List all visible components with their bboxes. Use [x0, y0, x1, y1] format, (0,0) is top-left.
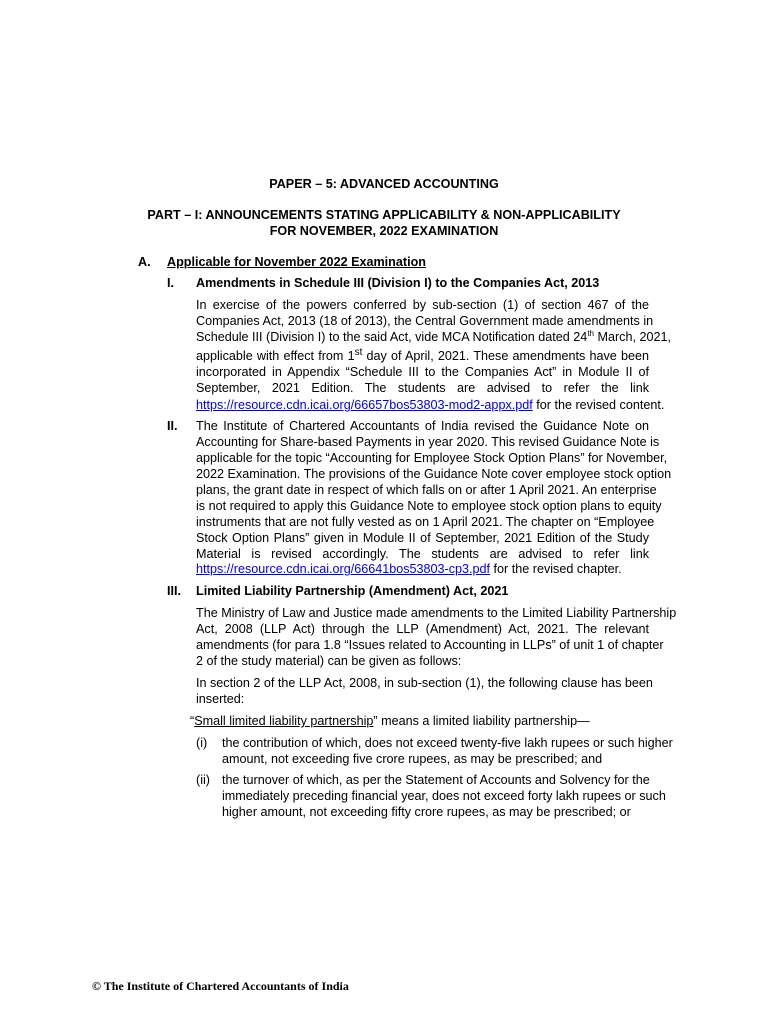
- item-3-text-line: 2 of the study material) can be given as follows:: [196, 654, 462, 668]
- item-3-text-line: inserted:: [196, 692, 245, 706]
- item-1-text-line: Schedule III (Division I) to the said Act, vide MCA Notification dated 24th March, 2021,: [196, 328, 671, 344]
- item-3-text-line: In section 2 of the LLP Act, 2008, in sub-section (1), the following clause has been: [196, 676, 653, 690]
- item-2-text-line: The Institute of Chartered Accountants of India revised the Guidance Note on: [196, 419, 649, 433]
- item-1-text-line: incorporated in Appendix “Schedule III to the Companies Act” in Module II of: [196, 365, 649, 379]
- item-2-text-line: 2022 Examination. The provisions of the Guidance Note cover employee stock option: [196, 467, 672, 481]
- appendix-link[interactable]: https://resource.cdn.icai.org/66657bos53803-mod2-appx.pdf: [196, 398, 533, 412]
- item-1-text-line: https://resource.cdn.icai.org/66657bos53803-mod2-appx.pdf for the revised content.: [196, 398, 665, 412]
- section-a-marker: A.: [138, 255, 151, 269]
- defined-term: Small limited liability partnership: [194, 714, 374, 728]
- item-2-text-line: applicable for the topic “Accounting for Employee Stock Option Plans” for November,: [196, 451, 668, 465]
- item-3-text-line: The Ministry of Law and Justice made amendments to the Limited Liability Partnership: [196, 606, 677, 620]
- item-1-text-line: September, 2021 Edition. The students are advised to refer the link: [196, 381, 649, 395]
- item-1-heading: Amendments in Schedule III (Division I) to the Companies Act, 2013: [196, 276, 600, 290]
- sub-ii-text-line: immediately preceding financial year, does not exceed forty lakh rupees or such: [222, 789, 666, 803]
- item-2-text-line: is not required to apply this Guidance Note to employee stock option plans to equity: [196, 499, 662, 513]
- sub-i-marker: (i): [196, 736, 208, 750]
- item-1-marker: I.: [167, 276, 174, 290]
- item-2-text-line: plans, the grant date in respect of which falls on or after 1 April 2021. An enterprise: [196, 483, 657, 497]
- sub-ii-text-line: the turnover of which, as per the Statement of Accounts and Solvency for the: [222, 773, 650, 787]
- part-heading-line2: FOR NOVEMBER, 2022 EXAMINATION: [269, 224, 499, 238]
- item-3-text-line: amendments (for para 1.8 “Issues related to Accounting in LLPs” of unit 1 of chapter: [196, 638, 664, 652]
- section-a-heading: Applicable for November 2022 Examination: [167, 255, 426, 269]
- page-title: PAPER – 5: ADVANCED ACCOUNTING: [269, 177, 499, 191]
- sub-i-text-line: the contribution of which, does not exceed twenty-five lakh rupees or such higher: [222, 736, 673, 750]
- chapter-link[interactable]: https://resource.cdn.icai.org/66641bos53803-cp3.pdf: [196, 562, 491, 576]
- item-2-marker: II.: [167, 419, 178, 433]
- item-3-heading: Limited Liability Partnership (Amendment) Act, 2021: [196, 584, 509, 598]
- sub-ii-text-line: higher amount, not exceeding fifty crore rupees, as may be prescribed; or: [222, 805, 631, 819]
- copyright-footer: © The Institute of Chartered Accountants of India: [92, 979, 349, 993]
- item-2-text-line: Stock Option Plans” given in Module II of September, 2021 Edition of the Study: [196, 531, 649, 545]
- item-3-marker: III.: [167, 584, 181, 598]
- item-1-text-line: Companies Act, 2013 (18 of 2013), the Central Government made amendments in: [196, 314, 654, 328]
- sub-i-text-line: amount, not exceeding five crore rupees, as may be prescribed; and: [222, 752, 603, 766]
- item-2-text-line: Material is revised accordingly. The students are advised to refer link: [196, 547, 649, 561]
- item-1-text-line: In exercise of the powers conferred by sub-section (1) of section 467 of the: [196, 298, 649, 312]
- definition-line: “Small limited liability partnership” means a limited liability partnership—: [190, 714, 590, 728]
- sub-ii-marker: (ii): [196, 773, 210, 787]
- part-heading-line1: PART – I: ANNOUNCEMENTS STATING APPLICABILITY & NON-APPLICABILITY: [147, 208, 621, 222]
- item-2-text-line: https://resource.cdn.icai.org/66641bos53803-cp3.pdf for the revised chapter.: [196, 562, 622, 576]
- item-2-text-line: Accounting for Share-based Payments in year 2020. This revised Guidance Note is: [196, 435, 660, 449]
- item-2-text-line: instruments that are not fully vested as on 1 April 2021. The chapter on “Employee: [196, 515, 655, 529]
- item-3-text-line: Act, 2008 (LLP Act) through the LLP (Amendment) Act, 2021. The relevant: [196, 622, 649, 636]
- item-1-text-line: applicable with effect from 1st day of April, 2021. These amendments have been: [196, 346, 650, 363]
